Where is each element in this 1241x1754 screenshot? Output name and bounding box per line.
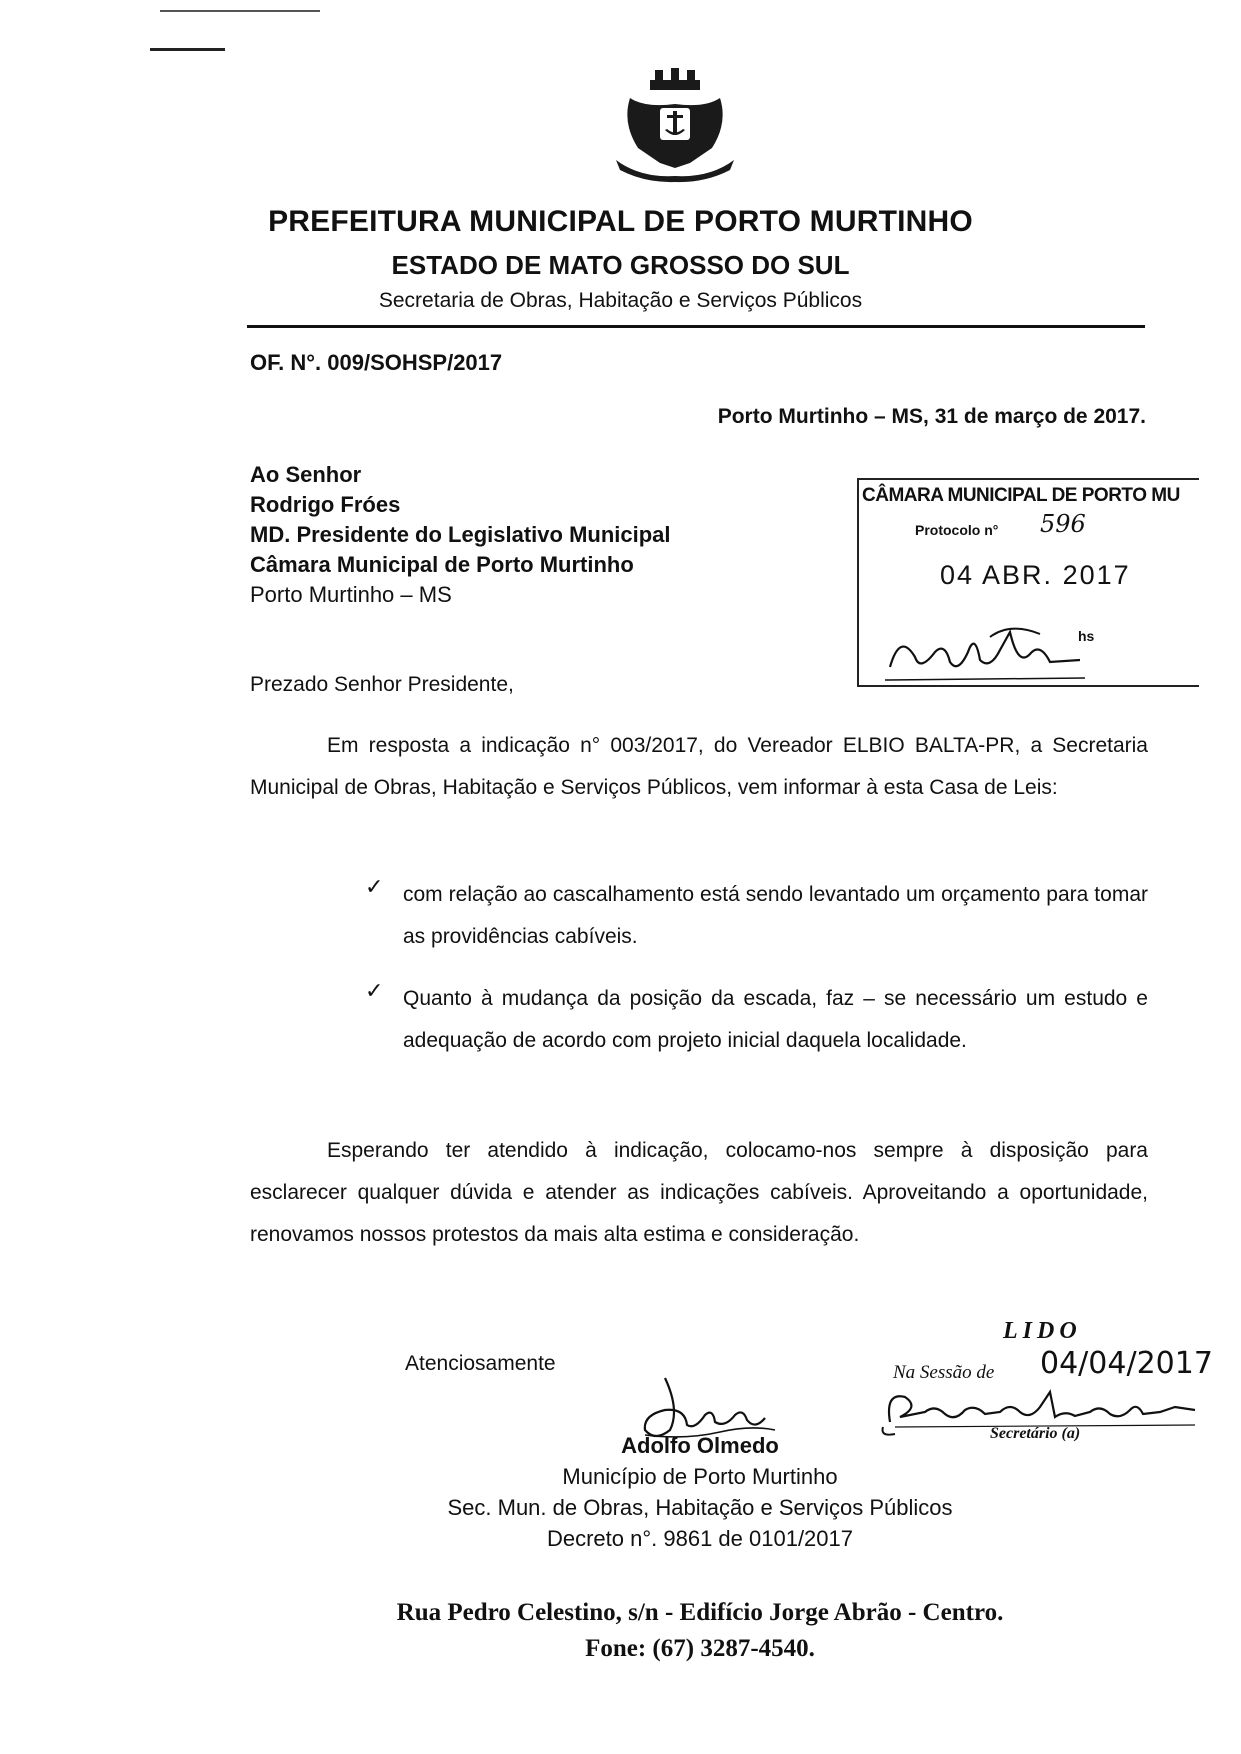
footer-phone: Fone: (67) 3287-4540.	[585, 1635, 815, 1662]
body-paragraph-1: Em resposta a indicação n° 003/2017, do Vereador ELBIO BALTA-PR, a Secretaria Municipal de Obras, Habitação e Serviços Públicos, vem informar à esta Casa de Leis:	[250, 734, 1148, 799]
addressee-institution: Câmara Municipal de Porto Murtinho	[250, 552, 634, 577]
signer-name: Adolfo Olmedo	[621, 1433, 779, 1458]
scan-top-line	[160, 10, 320, 12]
lido-session-label: Na Sessão de	[893, 1362, 995, 1383]
lido-title: LIDO	[1003, 1318, 1082, 1344]
lido-secretary-label: Secretário (a)	[990, 1425, 1081, 1442]
addressee-line: Ao Senhor	[250, 462, 362, 487]
salutation: Prezado Senhor Presidente,	[250, 673, 514, 696]
footer-address: Rua Pedro Celestino, s/n - Edifício Jorge Abrão - Centro.	[396, 1599, 1004, 1626]
bullet-item-2: Quanto à mudança da posição da escada, faz – se necessário um estudo e adequação de acordo com projeto inicial daquela localidade.	[403, 987, 1148, 1052]
stamp-heading: CÂMARA MUNICIPAL DE PORTO MU	[862, 485, 1180, 506]
scan-corner-mark	[150, 48, 225, 51]
addressee-block	[250, 460, 671, 610]
closing: Atenciosamente	[405, 1352, 556, 1375]
signer-block	[0, 1430, 1241, 1554]
dateline: Porto Murtinho – MS, 31 de março de 2017.	[717, 405, 1146, 428]
signer-decree: Decreto n°. 9861 de 0101/2017	[546, 1526, 854, 1551]
header-title: PREFEITURA MUNICIPAL DE PORTO MURTINHO	[268, 205, 973, 238]
header-divider	[247, 325, 1145, 328]
coat-of-arms-emblem	[610, 68, 740, 183]
stamp-protocol-label: Protocolo n°	[915, 522, 999, 538]
addressee-city: Porto Murtinho – MS	[250, 582, 452, 607]
stamp-signature	[880, 612, 1090, 687]
stamp-date: 04 ABR. 2017	[940, 560, 1131, 590]
lido-session-date: 04/04/2017	[1040, 1346, 1213, 1381]
signer-municipality: Município de Porto Murtinho	[562, 1464, 838, 1489]
stamp-protocol-number: 596	[1040, 510, 1086, 538]
header-department: Secretaria de Obras, Habitação e Serviços Públicos	[378, 289, 863, 312]
document-reference: OF. N°. 009/SOHSP/2017	[250, 350, 503, 375]
header-subtitle: ESTADO DE MATO GROSSO DO SUL	[391, 250, 850, 280]
check-icon: ✓	[365, 874, 384, 899]
stamp-time-suffix: hs	[1078, 628, 1095, 644]
footer-block	[0, 1595, 1241, 1667]
addressee-role: MD. Presidente do Legislativo Municipal	[250, 522, 671, 547]
addressee-name: Rodrigo Fróes	[250, 492, 401, 517]
body-paragraph-2: Esperando ter atendido à indicação, colocamo-nos sempre à disposição para esclarecer qualquer dúvida e atender as indicações cabíveis. Aproveitando a oportunidade, renovamos nossos protestos da mais alta estima e consideração.	[250, 1139, 1148, 1246]
bullet-item-1: com relação ao cascalhamento está sendo levantado um orçamento para tomar as providências cabíveis.	[403, 883, 1148, 948]
signer-office: Sec. Mun. de Obras, Habitação e Serviços Públicos	[447, 1495, 953, 1520]
check-icon: ✓	[365, 978, 384, 1003]
